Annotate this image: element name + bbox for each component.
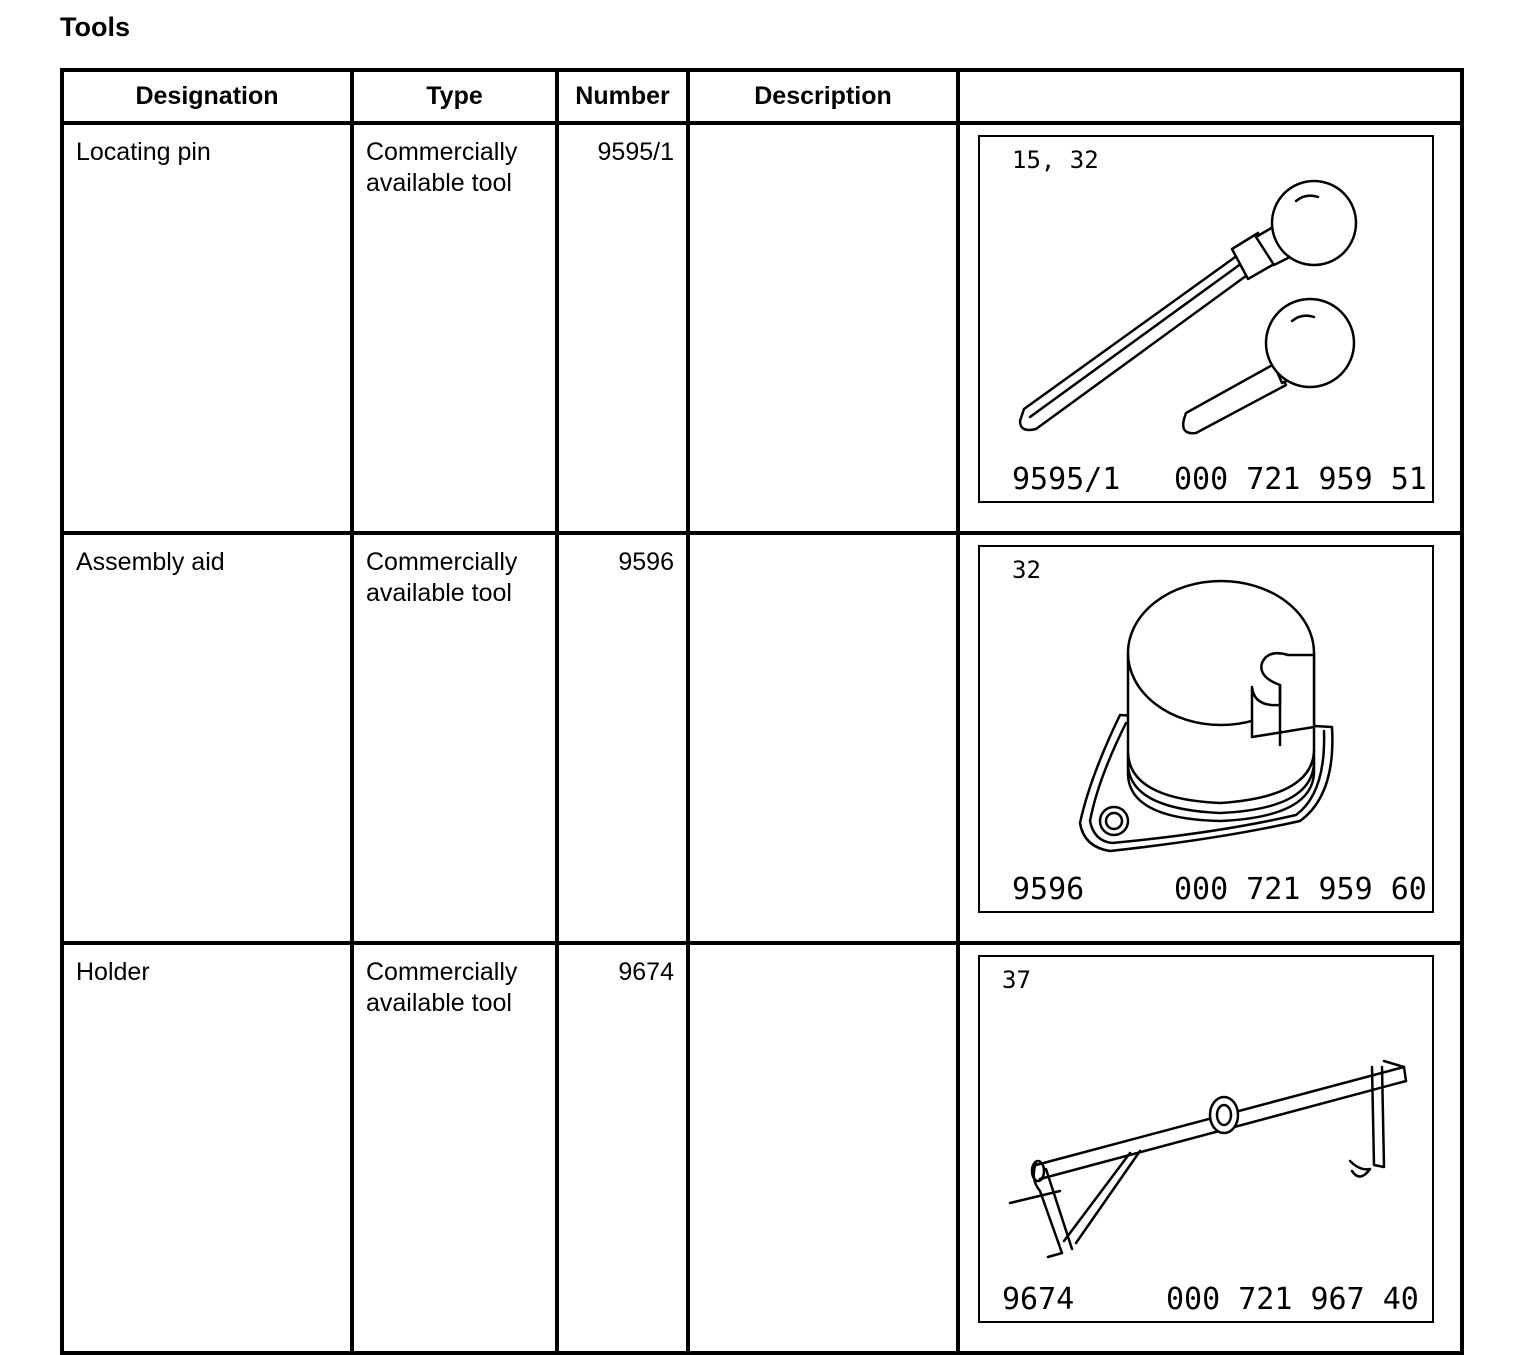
figure-part-number: 000 721 959 60 — [1174, 872, 1427, 907]
tool-figure — [978, 135, 1434, 503]
figure-part-number: 000 721 967 40 — [1166, 1282, 1419, 1317]
header-description: Description — [688, 70, 958, 123]
figure-tool-number: 9674 — [1002, 1282, 1075, 1317]
cell-description — [688, 943, 958, 1353]
cell-designation: Assembly aid — [62, 533, 352, 943]
assembly-aid-icon — [980, 547, 1436, 915]
tools-table — [60, 68, 1464, 1355]
table-row — [62, 123, 1462, 533]
page-title: Tools — [60, 12, 130, 42]
cell-number: 9595/1 — [557, 123, 688, 533]
cell-figure — [958, 943, 1462, 1353]
cell-figure — [958, 533, 1462, 943]
cell-designation: Holder — [62, 943, 352, 1353]
cell-number: 9674 — [557, 943, 688, 1353]
cell-type: Commercially available tool — [352, 533, 557, 943]
figure-ref: 37 — [1002, 966, 1031, 994]
cell-figure — [958, 123, 1462, 533]
figure-part-number: 000 721 959 51 — [1174, 462, 1427, 497]
figure-tool-number: 9595/1 — [1012, 462, 1121, 497]
locating-pin-icon — [980, 137, 1436, 505]
header-number: Number — [557, 70, 688, 123]
header-figure — [958, 70, 1462, 123]
table-header-row — [62, 70, 1462, 123]
cell-description — [688, 123, 958, 533]
figure-tool-number: 9596 — [1012, 872, 1085, 907]
cell-description — [688, 533, 958, 943]
header-type: Type — [352, 70, 557, 123]
figure-ref: 32 — [1012, 556, 1041, 584]
cell-type: Commercially available tool — [352, 943, 557, 1353]
cell-number: 9596 — [557, 533, 688, 943]
cell-type: Commercially available tool — [352, 123, 557, 533]
table-row — [62, 943, 1462, 1353]
tool-figure — [978, 545, 1434, 913]
figure-ref: 15, 32 — [1012, 146, 1099, 174]
tool-figure — [978, 955, 1434, 1323]
header-designation: Designation — [62, 70, 352, 123]
holder-icon — [980, 957, 1436, 1325]
table-row — [62, 533, 1462, 943]
cell-designation: Locating pin — [62, 123, 352, 533]
